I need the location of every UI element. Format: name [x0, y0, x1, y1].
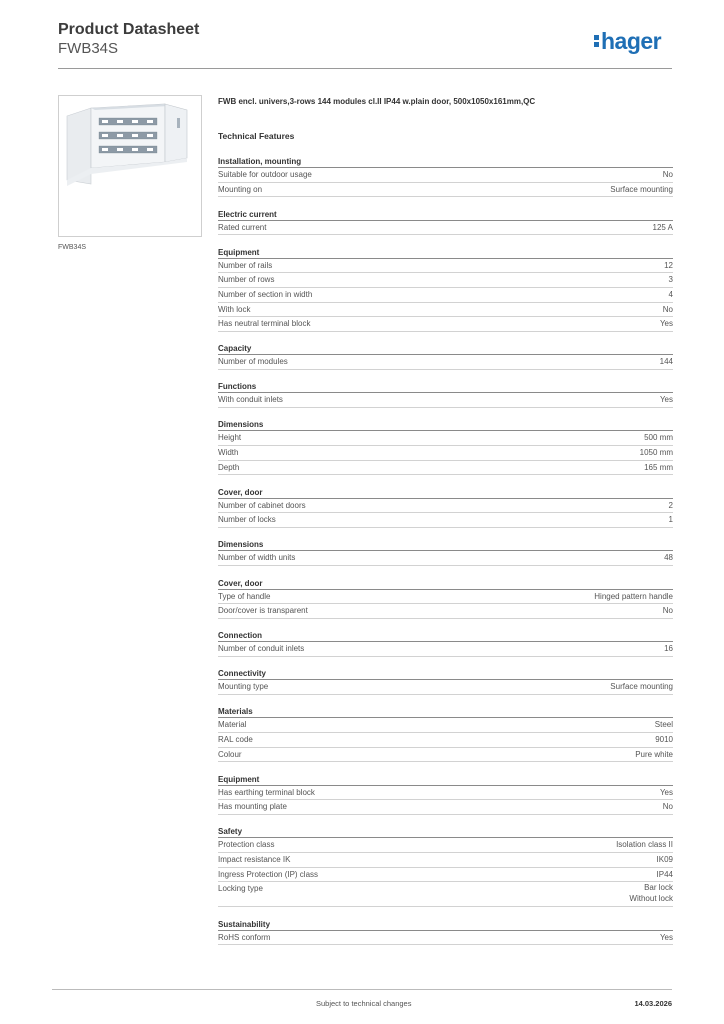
section-title: Capacity [218, 343, 673, 355]
spec-label: Depth [218, 462, 240, 472]
spec-value: 4 [668, 289, 673, 299]
spec-value: Pure white [635, 749, 673, 759]
spec-label: Number of locks [218, 515, 276, 525]
spec-label: Mounting type [218, 682, 269, 692]
spec-value: Yes [659, 319, 673, 329]
hager-logo [594, 28, 661, 55]
spec-label: RAL code [218, 734, 253, 744]
spec-value: No [662, 802, 673, 812]
spec-value: 3 [668, 275, 673, 285]
spec-section [218, 774, 673, 815]
spec-section [218, 706, 673, 762]
spec-label: Material [218, 720, 247, 730]
spec-row [218, 642, 673, 657]
spec-row [218, 733, 673, 748]
image-caption: FWB34S [58, 244, 87, 251]
spec-value: 125 A [652, 222, 673, 232]
footer-note: Subject to technical changes [316, 999, 412, 1008]
spec-value: 500 mm [644, 433, 673, 443]
spec-value: IK09 [656, 854, 673, 864]
page-title: Product Datasheet [58, 21, 200, 38]
spec-row [218, 853, 673, 868]
spec-row [218, 168, 673, 183]
spec-section [218, 826, 673, 907]
spec-label: Protection class [218, 840, 275, 850]
spec-label: Number of modules [218, 357, 288, 367]
logo-text: hager [601, 28, 662, 54]
spec-row [218, 800, 673, 815]
header-divider [58, 68, 672, 69]
spec-section [218, 247, 673, 332]
spec-label: Mounting on [218, 184, 263, 194]
spec-row [218, 513, 673, 528]
spec-label: Number of rails [218, 260, 273, 270]
spec-section [218, 539, 673, 566]
section-title: Cover, door [218, 578, 673, 590]
section-title: Connection [218, 630, 673, 642]
spec-label: Number of section in width [218, 289, 313, 299]
footer-date: 14.03.2026 [634, 999, 672, 1008]
spec-row [218, 317, 673, 332]
spec-row [218, 461, 673, 476]
spec-row [218, 499, 673, 514]
spec-label: Number of cabinet doors [218, 500, 306, 510]
product-image [58, 95, 202, 237]
spec-row [218, 393, 673, 408]
spec-row [218, 838, 673, 853]
spec-row [218, 183, 673, 198]
section-title: Materials [218, 706, 673, 718]
section-title: Safety [218, 826, 673, 838]
spec-section [218, 156, 673, 197]
spec-value: Surface mounting [610, 682, 673, 692]
section-title: Equipment [218, 774, 673, 786]
spec-row [218, 931, 673, 946]
spec-label: Ingress Protection (IP) class [218, 869, 319, 879]
spec-value: Hinged pattern handle [594, 591, 673, 601]
spec-value: Surface mounting [610, 184, 673, 194]
spec-label: Door/cover is transparent [218, 606, 308, 616]
spec-row [218, 551, 673, 566]
spec-row [218, 786, 673, 801]
spec-label: Height [218, 433, 242, 443]
spec-section [218, 668, 673, 695]
spec-value: IP44 [656, 869, 673, 879]
spec-row [218, 303, 673, 318]
technical-sections [218, 156, 673, 957]
spec-value: 165 mm [644, 462, 673, 472]
product-description: FWB encl. univers,3-rows 144 modules cl.II IP44 w.plain door, 500x1050x161mm,QC [218, 97, 536, 106]
spec-row [218, 748, 673, 763]
spec-label: Has neutral terminal block [218, 319, 311, 329]
spec-value: Yes [659, 787, 673, 797]
spec-section [218, 578, 673, 619]
logo-dots-icon [594, 33, 599, 49]
product-code: FWB34S [58, 40, 119, 57]
spec-label: Colour [218, 749, 242, 759]
spec-row [218, 431, 673, 446]
spec-label: Has earthing terminal block [218, 787, 315, 797]
spec-row [218, 680, 673, 695]
spec-label: Has mounting plate [218, 802, 287, 812]
spec-label: With conduit inlets [218, 395, 283, 405]
spec-label: Rated current [218, 222, 267, 232]
section-title: Dimensions [218, 539, 673, 551]
spec-label: Number of width units [218, 553, 296, 563]
spec-row [218, 273, 673, 288]
footer-divider [52, 989, 672, 990]
spec-label: Width [218, 448, 239, 458]
technical-features-heading: Technical Features [218, 131, 295, 141]
spec-value: No [662, 606, 673, 616]
spec-value-line: Bar lock [644, 883, 673, 893]
spec-row [218, 590, 673, 605]
spec-label: Suitable for outdoor usage [218, 170, 312, 179]
spec-value: No [662, 170, 673, 179]
spec-label: With lock [218, 304, 251, 314]
spec-value: No [662, 304, 673, 314]
spec-section [218, 209, 673, 236]
spec-value: Steel [654, 720, 673, 730]
section-title: Functions [218, 381, 673, 393]
spec-section [218, 630, 673, 657]
section-title: Electric current [218, 209, 673, 221]
spec-row [218, 446, 673, 461]
spec-row [218, 604, 673, 619]
section-title: Cover, door [218, 487, 673, 499]
spec-row [218, 718, 673, 733]
spec-label: Number of rows [218, 275, 275, 285]
spec-value: 2 [668, 500, 673, 510]
spec-row [218, 259, 673, 274]
spec-value: Yes [659, 932, 673, 942]
spec-value-line: Without lock [629, 893, 673, 903]
spec-value: 1050 mm [639, 448, 673, 458]
spec-value: 1 [668, 515, 673, 525]
section-title: Connectivity [218, 668, 673, 680]
spec-value: 16 [664, 644, 673, 654]
spec-value: 9010 [655, 734, 673, 744]
spec-row [218, 288, 673, 303]
section-title: Equipment [218, 247, 673, 259]
spec-row [218, 868, 673, 883]
spec-label: Number of conduit inlets [218, 644, 305, 654]
spec-value [629, 882, 673, 906]
spec-label: RoHS conform [218, 932, 271, 942]
spec-section [218, 919, 673, 946]
section-title: Sustainability [218, 919, 673, 931]
spec-label: Locking type [218, 884, 263, 894]
spec-value: Yes [659, 395, 673, 405]
spec-value: 144 [659, 357, 673, 367]
section-title: Dimensions [218, 419, 673, 431]
spec-section [218, 381, 673, 408]
spec-row [218, 355, 673, 370]
spec-row [218, 221, 673, 236]
spec-label: Impact resistance IK [218, 854, 291, 864]
spec-section [218, 343, 673, 370]
enclosure-illustration [59, 96, 201, 236]
spec-label: Type of handle [218, 591, 271, 601]
spec-value: 48 [664, 553, 673, 563]
section-title: Installation, mounting [218, 156, 673, 168]
spec-section [218, 419, 673, 475]
spec-section [218, 487, 673, 528]
spec-value: 12 [664, 260, 673, 270]
spec-row [218, 882, 673, 907]
spec-value: Isolation class II [616, 840, 673, 850]
